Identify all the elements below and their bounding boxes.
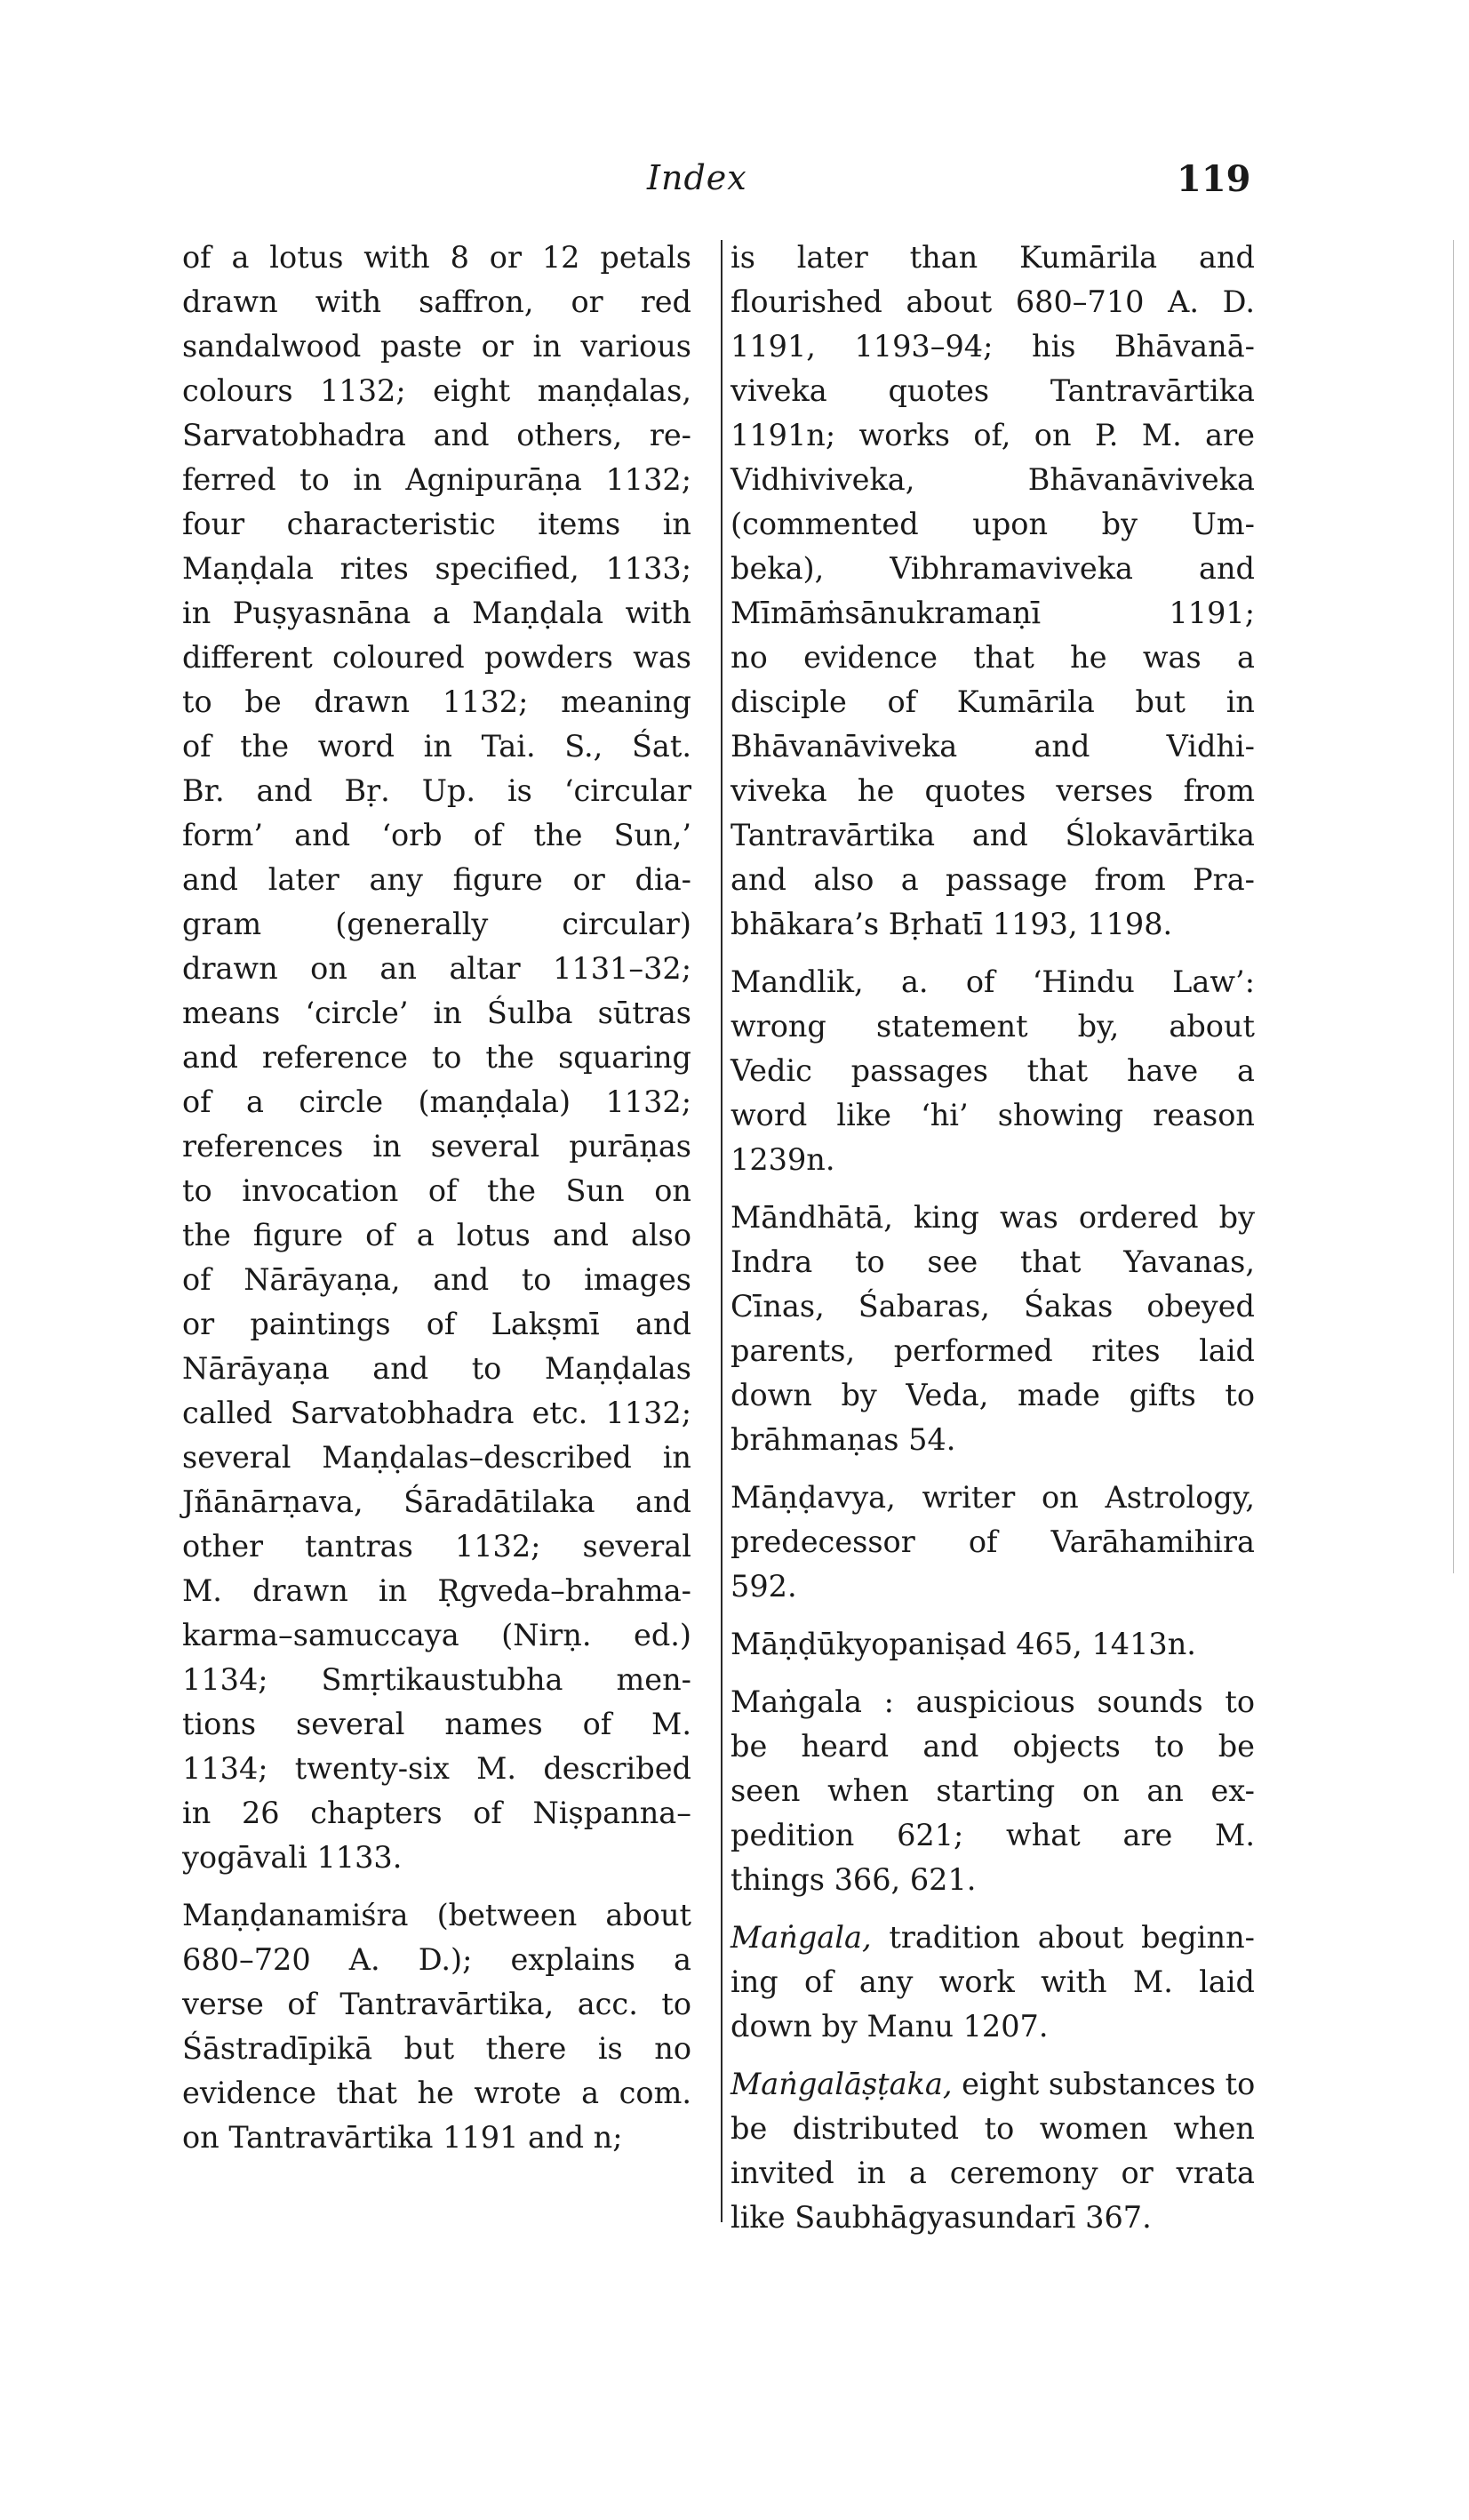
- index-entry-mandanamisra: [182, 1893, 691, 2160]
- entry-line: viveka quotes Tantravārtika: [731, 373, 1255, 408]
- entry-line: Sarvatobhadra and others, re-: [182, 418, 691, 452]
- entry-line: Mandlik, a. of ‘Hindu Law’:: [731, 964, 1255, 999]
- entry-line: bhākara’s Bṛhatī 1193, 1198.: [731, 907, 1173, 941]
- page-number: 119: [1177, 158, 1251, 200]
- entry-line: sandalwood paste or in various: [182, 329, 691, 364]
- entry-line: disciple of Kumārila but in: [731, 684, 1255, 719]
- entry-line: gram (generally circular): [182, 907, 691, 941]
- entry-line: Māṇḍavya, writer on Astrology,: [731, 1480, 1255, 1515]
- entry-line: viveka he quotes verses from: [731, 773, 1255, 808]
- entry-line: 1191n; works of, on P. M. are: [731, 418, 1255, 452]
- entry-line: in 26 chapters of Niṣpanna–: [182, 1796, 691, 1830]
- entry-line: of a circle (maṇḍala) 1132;: [182, 1084, 691, 1119]
- entry-line: drawn with saffron, or red: [182, 284, 691, 319]
- index-entry-mangala: [731, 1680, 1255, 1902]
- entry-line: Nārāyaṇa and to Maṇḍalas: [182, 1351, 691, 1386]
- entry-line: M. drawn in Ṛgveda–brahma-: [182, 1573, 691, 1608]
- column-divider: [721, 240, 723, 2222]
- entry-line: Māndhātā, king was ordered by: [731, 1200, 1255, 1235]
- headword-mangalastaka-italic: Maṅgalāṣṭaka,: [731, 2067, 953, 2101]
- entry-line: yogāvali 1133.: [182, 1840, 403, 1875]
- index-entry-mandhata: [731, 1196, 1255, 1462]
- entry-line: Tantravārtika and Ślokavārtika: [731, 818, 1255, 852]
- entry-line: and later any figure or dia-: [182, 862, 691, 897]
- entry-line: colours 1132; eight maṇḍalas,: [182, 373, 691, 408]
- entry-line: the figure of a lotus and also: [182, 1218, 691, 1252]
- entry-line: Br. and Bṛ. Up. is ‘circular: [182, 773, 691, 808]
- index-entry-mandavya: [731, 1476, 1255, 1609]
- entry-line: is later than Kumārila and: [731, 240, 1255, 275]
- entry-line: karma–samuccaya (Nirṇ. ed.): [182, 1618, 691, 1652]
- entry-line: other tantras 1132; several: [182, 1529, 691, 1564]
- entry-line: several Maṇḍalas–described in: [182, 1440, 691, 1475]
- entry-line: of a lotus with 8 or 12 petals: [182, 240, 691, 275]
- entry-line: four characteristic items in: [182, 507, 691, 541]
- index-entry-mandanamisra-continued: [731, 236, 1255, 947]
- entry-line: called Sarvatobhadra etc. 1132;: [182, 1396, 691, 1430]
- scan-edge-line: [1453, 240, 1454, 1573]
- entry-line: Cīnas, Śabaras, Śakas obeyed: [731, 1289, 1255, 1324]
- running-header-title: Index: [647, 158, 747, 197]
- right-column: [731, 236, 1255, 2253]
- left-column: [182, 236, 691, 2173]
- index-entry-mangalastaka: Maṅgalāṣṭaka, eight substances to be distributed to women when invited in a ceremony or vrata like Saubhāgyasundarī 367.: [731, 2067, 1256, 2235]
- entry-line: parents, performed rites laid: [731, 1333, 1255, 1368]
- entry-line: pedition 621; what are M.: [731, 1818, 1255, 1852]
- entry-line: be heard and objects to be: [731, 1729, 1255, 1764]
- entry-line: Jñānārṇava, Śāradātilaka and: [182, 1484, 691, 1519]
- entry-line: Maṅgala : auspicious sounds to: [731, 1684, 1255, 1719]
- entry-line: Śāstradīpikā but there is no: [182, 2031, 691, 2066]
- headword-mangala-italic: Maṅgala,: [731, 1920, 872, 1955]
- entry-line: means ‘circle’ in Śulba sūtras: [182, 996, 691, 1030]
- entry-line: flourished about 680–710 A. D.: [731, 284, 1255, 319]
- entry-line: Bhāvanāviveka and Vidhi-: [731, 729, 1255, 764]
- entry-line: (commented upon by Um-: [731, 507, 1255, 541]
- entry-line: 592.: [731, 1569, 797, 1604]
- entry-line: different coloured powders was: [182, 640, 691, 675]
- entry-line: predecessor of Varāhamihira: [731, 1524, 1255, 1559]
- entry-line: 1134; twenty-six M. described: [182, 1751, 691, 1786]
- entry-line: seen when starting on an ex-: [731, 1773, 1255, 1808]
- entry-line: 1191, 1193–94; his Bhāvanā-: [731, 329, 1255, 364]
- entry-line: ferred to in Agnipurāṇa 1132;: [182, 462, 691, 497]
- entry-line: drawn on an altar 1131–32;: [182, 951, 691, 986]
- entry-line: and also a passage from Pra-: [731, 862, 1255, 897]
- entry-line: 1239n.: [731, 1142, 835, 1177]
- index-entry-mangala-tradition: Maṅgala, tradition about beginn- ing of any work with M. laid down by Manu 1207.: [731, 1920, 1255, 2044]
- index-entry-mandukyopanisad: [731, 1622, 1255, 1667]
- entry-line: verse of Tantravārtika, acc. to: [182, 1987, 691, 2021]
- entry-line: Maṇḍanamiśra (between about: [182, 1898, 691, 1932]
- entry-line: references in several purāṇas: [182, 1129, 691, 1164]
- index-entry-mandlik: [731, 960, 1255, 1182]
- entry-line: beka), Vibhramaviveka and: [731, 551, 1255, 586]
- entry-line: word like ‘hi’ showing reason: [731, 1098, 1255, 1132]
- entry-line: down by Veda, made gifts to: [731, 1378, 1255, 1412]
- entry-line: Māṇḍūkyopaniṣad 465, 1413n.: [731, 1627, 1196, 1661]
- entry-line: brāhmaṇas 54.: [731, 1422, 956, 1457]
- entry-line: 1134; Smṛtikaustubha men-: [182, 1662, 691, 1697]
- entry-line: form’ and ‘orb of the Sun,’: [182, 818, 691, 852]
- entry-line: no evidence that he was a: [731, 640, 1255, 675]
- entry-line: in Puṣyasnāna a Maṇḍala with: [182, 596, 691, 630]
- entry-line: to be drawn 1132; meaning: [182, 684, 691, 719]
- entry-line: to invocation of the Sun on: [182, 1173, 691, 1208]
- entry-line: of the word in Tai. S., Śat.: [182, 729, 691, 764]
- entry-line: Vidhiviveka, Bhāvanāviveka: [731, 462, 1255, 497]
- index-entry-mandala-continued: [182, 236, 691, 1880]
- entry-line: evidence that he wrote a com.: [182, 2076, 691, 2110]
- entry-line: Maṇḍala rites specified, 1133;: [182, 551, 691, 586]
- entry-line: tions several names of M.: [182, 1707, 691, 1741]
- entry-line: and reference to the squaring: [182, 1040, 691, 1075]
- entry-line: Indra to see that Yavanas,: [731, 1244, 1255, 1279]
- entry-line: Mīmāṁsānukramaṇī 1191;: [731, 596, 1255, 630]
- entry-line: wrong statement by, about: [731, 1009, 1255, 1044]
- entry-line: 680–720 A. D.); explains a: [182, 1942, 691, 1977]
- entry-line: things 366, 621.: [731, 1862, 977, 1897]
- entry-line: or paintings of Lakṣmī and: [182, 1307, 691, 1341]
- entry-line: Vedic passages that have a: [731, 1053, 1255, 1088]
- entry-line: on Tantravārtika 1191 and n;: [182, 2120, 623, 2155]
- entry-line: of Nārāyaṇa, and to images: [182, 1262, 691, 1297]
